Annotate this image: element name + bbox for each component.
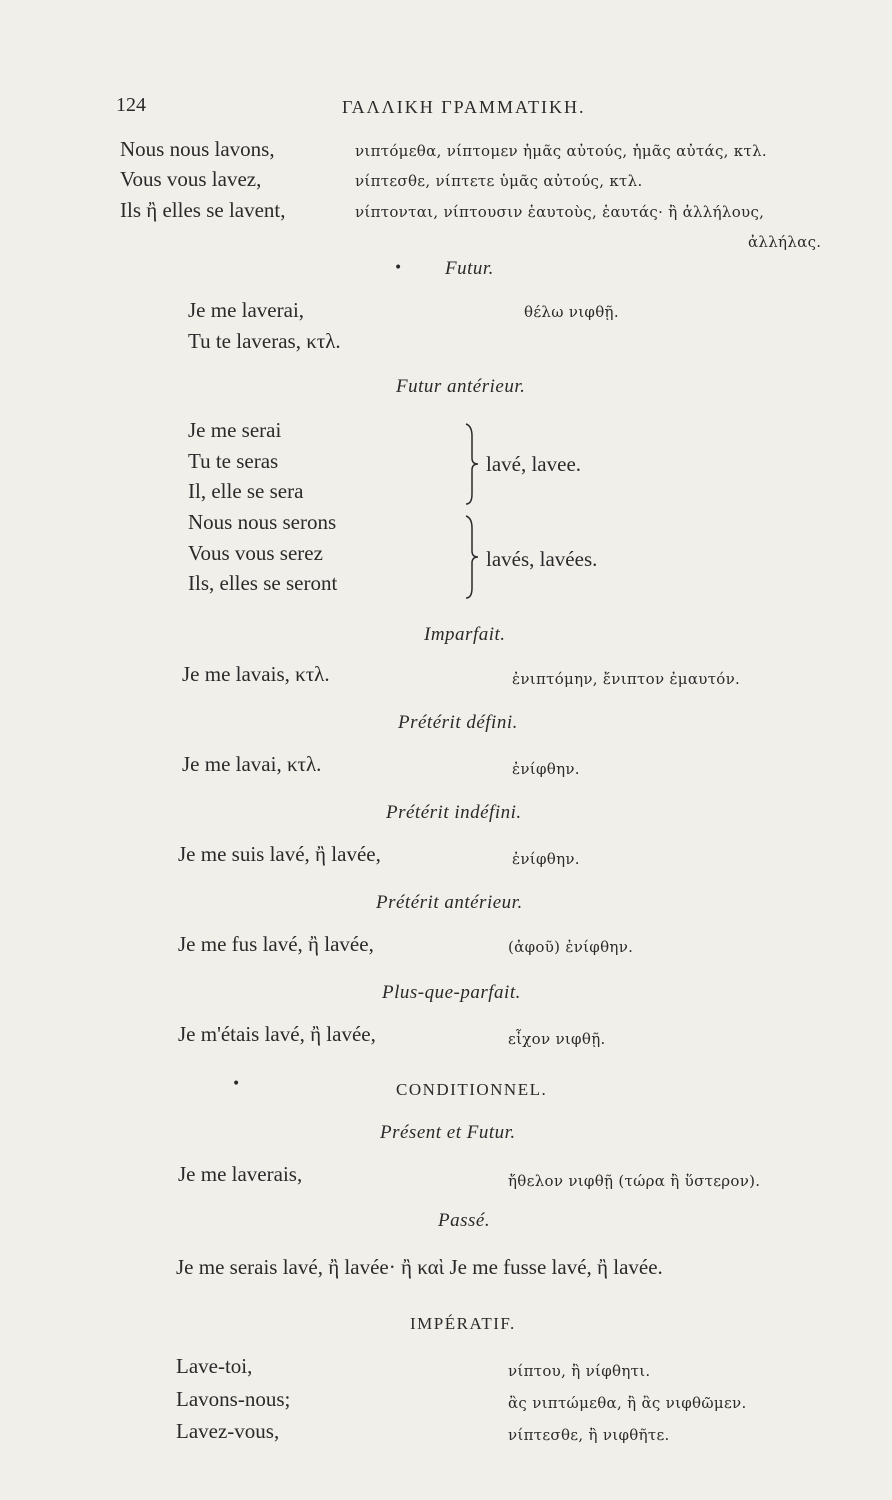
bullet-mark: •: [394, 260, 403, 276]
imparfait-fr: Je me lavais, κτλ.: [182, 662, 330, 686]
fa-plural-gr: lavés, lavées.: [486, 547, 598, 571]
futur-gr: θέλω νιφθῇ.: [524, 303, 619, 321]
present-gr-3: νίπτονται, νίπτουσιν ἑαυτοὺς, ἑαυτάς· ἢ ἀλλήλους,: [355, 203, 765, 221]
fa-singular-3: Il, elle se sera: [188, 479, 304, 503]
preterit-indefini-fr: Je me suis lavé, ἢ lavée,: [178, 842, 381, 866]
conditionnel-passe-fr: Je me serais lavé, ἢ lavée· ἢ καὶ Je me fusse lavé, ἢ lavée.: [176, 1255, 663, 1279]
fa-singular-1: Je me serai: [188, 418, 282, 442]
plus-que-parfait-gr: εἶχον νιφθῇ.: [508, 1030, 606, 1048]
bullet-mark: •: [232, 1076, 241, 1092]
present-fr-3: Ils ἢ elles se lavent,: [120, 198, 286, 222]
heading-futur: Futur.: [445, 258, 494, 279]
futur-fr-2: Tu te laveras, κτλ.: [188, 329, 341, 353]
fa-plural-3: Ils, elles se seront: [188, 571, 338, 595]
imperatif-gr-1: νίπτου, ἢ νίφθητι.: [508, 1362, 651, 1380]
present-gr-2: νίπτεσθε, νίπτετε ὑμᾶς αὐτούς, κτλ.: [355, 172, 643, 190]
heading-futur-anterieur: Futur antérieur.: [396, 376, 526, 397]
heading-plus-que-parfait: Plus-que-parfait.: [382, 982, 521, 1003]
brace-singular: [462, 422, 480, 506]
brace-plural: [462, 514, 480, 600]
heading-preterit-anterieur: Prétérit antérieur.: [376, 892, 523, 913]
preterit-indefini-gr: ἐνίφθην.: [512, 850, 580, 868]
present-fr-2: Vous vous lavez,: [120, 167, 262, 191]
imperatif-gr-2: ἂς νιπτώμεθα, ἢ ἂς νιφθῶμεν.: [508, 1394, 747, 1412]
heading-present-et-futur: Présent et Futur.: [380, 1122, 516, 1143]
imperatif-fr-1: Lave-toi,: [176, 1354, 253, 1378]
heading-passe: Passé.: [438, 1210, 491, 1231]
fa-plural-2: Vous vous serez: [188, 541, 323, 565]
conditionnel-present-gr: ἤθελον νιφθῇ (τώρα ἢ ὕστερον).: [508, 1172, 761, 1190]
imparfait-gr: ἐνιπτόμην, ἔνιπτον ἐμαυτόν.: [512, 670, 741, 688]
conditionnel-present-fr: Je me laverais,: [178, 1162, 303, 1186]
present-gr-1: νιπτόμεθα, νίπτομεν ἡμᾶς αὐτούς, ἡμᾶς αὐτάς, κτλ.: [355, 142, 767, 160]
plus-que-parfait-fr: Je m'étais lavé, ἢ lavée,: [178, 1022, 376, 1046]
preterit-anterieur-fr: Je me fus lavé, ἢ lavée,: [178, 932, 374, 956]
fa-singular-2: Tu te seras: [188, 449, 279, 473]
present-gr-3-cont: ἀλλήλας.: [748, 233, 822, 251]
fa-plural-1: Nous nous serons: [188, 510, 337, 534]
imperatif-fr-3: Lavez-vous,: [176, 1419, 280, 1443]
fa-singular-gr: lavé, lavee.: [486, 452, 582, 476]
heading-conditionnel: CONDITIONNEL.: [396, 1080, 548, 1099]
futur-fr-1: Je me laverai,: [188, 298, 305, 322]
heading-imparfait: Imparfait.: [424, 624, 506, 645]
running-title: ΓΑΛΛΙΚΗ ΓΡΑΜΜΑΤΙΚΗ.: [342, 97, 586, 117]
imperatif-fr-2: Lavons-nous;: [176, 1387, 291, 1411]
preterit-defini-gr: ἐνίφθην.: [512, 760, 580, 778]
imperatif-gr-3: νίπτεσθε, ἢ νιφθῆτε.: [508, 1426, 670, 1444]
preterit-defini-fr: Je me lavai, κτλ.: [182, 752, 322, 776]
heading-preterit-indefini: Prétérit indéfini.: [386, 802, 522, 823]
page-number: 124: [116, 94, 146, 116]
preterit-anterieur-gr: (ἀφοῦ) ἐνίφθην.: [508, 938, 634, 956]
present-fr-1: Nous nous lavons,: [120, 137, 275, 161]
heading-preterit-defini: Prétérit défini.: [398, 712, 518, 733]
heading-imperatif: IMPÉRATIF.: [410, 1314, 516, 1333]
